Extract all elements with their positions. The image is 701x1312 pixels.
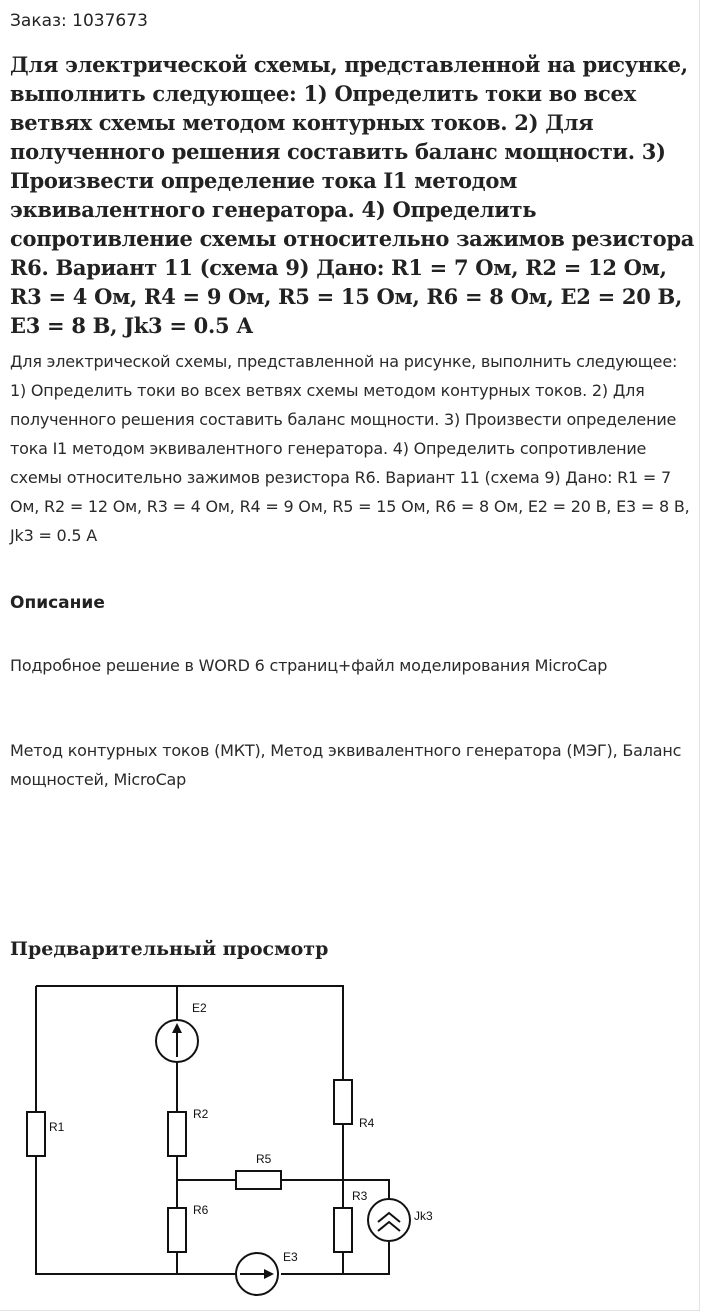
source-e2: [156, 1020, 198, 1062]
circuit-diagram: [0, 970, 460, 1310]
resistor-r3: [334, 1208, 352, 1252]
task-title: Для электрической схемы, представленной на рисунке, выполнить следующее: 1) Определить токи во всех ветвях схемы методом контурных токов. 2) Для полученного решения составить баланс мощности. 3) Произвести определение тока I1 методом эквивалентного генератора. 4) Определить сопротивление схемы относительно зажимов резистора R6. Вариант 11 (схема 9) Дано: R1 = 7 Ом, R2 = 12 Ом, R3 = 4 Ом, R4 = 9 Ом, R5 = 15 Ом, R6 = 8 Ом, E2 = 20 В, E3 = 8 В, Jk3 = 0.5 А: [10, 52, 695, 338]
description-paragraph-1: Подробное решение в WORD 6 страниц+файл моделирования MicroCap: [10, 656, 608, 675]
label-jk3: Jk3: [414, 1209, 433, 1223]
resistor-r4: [334, 1080, 352, 1124]
label-r3: R3: [352, 1189, 368, 1203]
resistor-r6: [168, 1208, 186, 1252]
label-r4: R4: [359, 1116, 375, 1130]
resistor-r5: [236, 1171, 281, 1189]
source-e3: [236, 1253, 278, 1295]
label-r2: R2: [193, 1107, 209, 1121]
wire-r5-right: [281, 1180, 389, 1198]
preview-heading: Предварительный просмотр: [10, 938, 329, 960]
label-r6: R6: [193, 1203, 209, 1217]
resistor-r1: [27, 1112, 45, 1156]
task-text: Для электрической схемы, представленной на рисунке, выполнить следующее: 1) Определить токи во всех ветвях схемы методом контурных токов. 2) Для полученного решения составить баланс мощности. 3) Произвести определение тока I1 методом эквивалентного генератора. 4) Определить сопротивление схемы относительно зажимов резистора R6. Вариант 11 (схема 9) Дано: R1 = 7 Ом, R2 = 12 Ом, R3 = 4 Ом, R4 = 9 Ом, R5 = 15 Ом, R6 = 8 Ом, E2 = 20 В, E3 = 8 В, Jk3 = 0.5 А: [10, 352, 690, 545]
label-e3: E3: [283, 1250, 298, 1264]
description-paragraph-2: Метод контурных токов (МКТ), Метод эквивалентного генератора (МЭГ), Баланс мощностей, MicroCap: [10, 741, 682, 789]
current-source-jk3: [368, 1199, 410, 1241]
label-r5: R5: [256, 1152, 272, 1166]
order-number: Заказ: 1037673: [10, 11, 148, 31]
label-e2: E2: [192, 1001, 207, 1015]
label-r1: R1: [49, 1120, 65, 1134]
description-heading: Описание: [10, 593, 105, 613]
resistor-r2: [168, 1112, 186, 1156]
